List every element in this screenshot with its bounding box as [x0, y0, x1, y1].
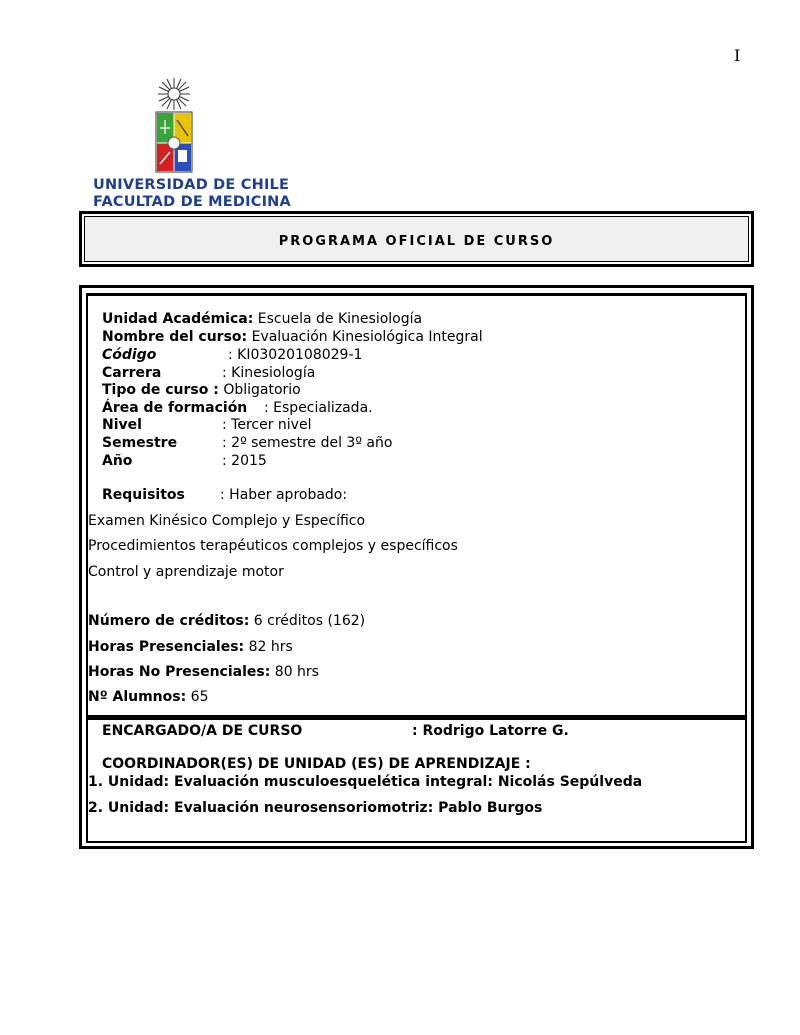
title-box	[79, 211, 754, 267]
faculty-name: FACULTAD DE MEDICINA	[93, 194, 291, 210]
requisito-item: Procedimientos terapéuticos complejos y específicos	[88, 538, 458, 554]
row-unidad	[102, 310, 422, 328]
nombre-label: Nombre del curso:	[102, 329, 248, 345]
nivel-label: Nivel	[102, 417, 142, 433]
encargado-label: ENCARGADO/A DE CURSO	[102, 723, 303, 739]
document-title: PROGRAMA OFICIAL DE CURSO	[278, 234, 555, 249]
alumnos-value: 65	[190, 689, 209, 705]
carrera-label: Carrera	[102, 365, 162, 381]
unidad-1-coordinator: 1. Unidad: Evaluación musculoesquelética integral: Nicolás Sepúlveda	[88, 774, 643, 790]
carrera-value: : Kinesiología	[222, 365, 316, 381]
semestre-value: : 2º semestre del 3º año	[222, 435, 393, 451]
unidad-label: Unidad Académica:	[102, 311, 254, 327]
row-horas-no-presenciales	[88, 663, 319, 681]
semestre-label: Semestre	[102, 435, 178, 451]
tipo-label: Tipo de curso :	[102, 382, 219, 398]
page-number: I	[734, 46, 741, 65]
horas-pres-value: 82 hrs	[248, 639, 293, 655]
codigo-label: Código	[102, 347, 157, 363]
university-header	[93, 177, 291, 211]
row-creditos	[88, 612, 365, 630]
coordinadores-label: COORDINADOR(ES) DE UNIDAD (ES) DE APRENDIZAJE :	[102, 756, 531, 772]
row-nombre	[102, 328, 483, 346]
row-codigo	[102, 346, 362, 364]
unidad-value: Escuela de Kinesiología	[257, 311, 423, 327]
encargado-value: : Rodrigo Latorre G.	[412, 723, 569, 739]
requisitos-label: Requisitos	[102, 487, 185, 503]
area-label: Área de formación	[102, 400, 248, 416]
horas-pres-label: Horas Presenciales:	[88, 639, 245, 655]
creditos-label: Número de créditos:	[88, 613, 250, 629]
row-encargado	[102, 722, 569, 740]
nivel-value: : Tercer nivel	[222, 417, 312, 433]
row-requisitos	[102, 486, 347, 504]
horas-nopres-value: 80 hrs	[274, 664, 319, 680]
area-value: : Especializada.	[264, 400, 373, 416]
horas-nopres-label: Horas No Presenciales:	[88, 664, 271, 680]
row-semestre	[102, 434, 392, 452]
anio-value: : 2015	[222, 453, 267, 469]
university-crest-logo	[146, 76, 202, 180]
row-alumnos	[88, 688, 208, 706]
nombre-value: Evaluación Kinesiológica Integral	[251, 329, 483, 345]
requisito-item: Examen Kinésico Complejo y Específico	[88, 513, 366, 529]
row-anio	[102, 452, 267, 470]
requisitos-value: : Haber aprobado:	[220, 487, 348, 503]
row-tipo	[102, 381, 301, 399]
tipo-value: Obligatorio	[223, 382, 301, 398]
unidad-2-coordinator: 2. Unidad: Evaluación neurosensoriomotriz: Pablo Burgos	[88, 800, 543, 816]
anio-label: Año	[102, 453, 133, 469]
row-horas-presenciales	[88, 638, 293, 656]
row-nivel	[102, 416, 311, 434]
alumnos-label: Nº Alumnos:	[88, 689, 187, 705]
creditos-value: 6 créditos (162)	[253, 613, 366, 629]
university-name: UNIVERSIDAD DE CHILE	[93, 177, 290, 193]
row-carrera	[102, 364, 315, 382]
codigo-value: : KI03020108029-1	[228, 347, 363, 363]
requisito-item: Control y aprendizaje motor	[88, 564, 284, 580]
row-area	[102, 399, 373, 417]
